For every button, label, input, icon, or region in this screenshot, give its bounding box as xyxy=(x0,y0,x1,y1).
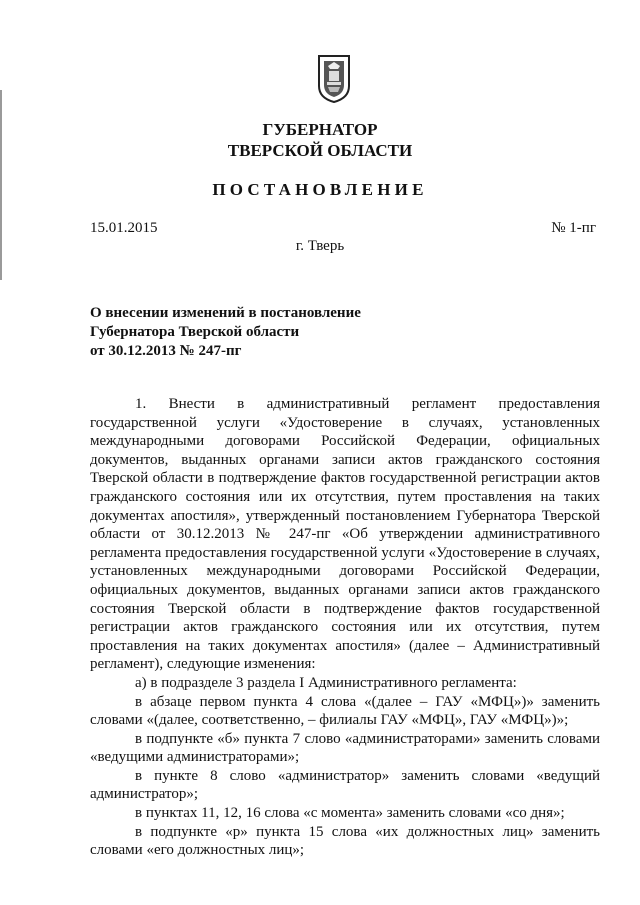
header-governor: ГУБЕРНАТОР xyxy=(262,120,378,139)
subject-line: Губернатора Тверской области xyxy=(90,324,300,340)
body-paragraph: 1. Внести в административный регламент предоставления государственной услуги «Удостоверение в случаях, установленных международными договорами Российской Федерации, официальных документов, выданных органами записи актов гражданского состояния Тверской области в подтверждение фактов государственной регистрации актов гражданского состояния или их отсутствия, путем проставления на таких документах апостиля», утвержденный постановлением Губернатора Тверской области от 30.12.2013 № 247-пг «Об утверждении административного регламента предоставления государственной услуги «Удостоверение в случаях, установленных международными договорами Российской Федерации, официальных документов, выданных органами записи актов гражданского состояния Тверской области в подтверждение фактов государственной регистрации актов гражданского состояния или их отсутствия, путем проставления на таких документах апостиля» (далее – Административный регламент), следующие изменения: xyxy=(90,396,600,673)
body-paragraph: в подпункте «б» пункта 7 слово «администраторами» заменить словами «ведущими администраторами»; xyxy=(90,730,600,766)
body-paragraph: а) в подразделе 3 раздела I Административного регламента: xyxy=(135,674,517,691)
body-paragraph: в абзаце первом пункта 4 слова «(далее – ГАУ «МФЦ»)» заменить словами «(далее, соответственно, – филиалы ГАУ «МФЦ», ГАУ «МФЦ»)»; xyxy=(90,693,600,729)
document-city: г. Тверь xyxy=(295,238,345,254)
document-number: № 1-пг xyxy=(551,220,596,236)
body-paragraph: в пункте 8 слово «администратор» заменить словами «ведущий администратор»; xyxy=(90,767,600,803)
subject-line: О внесении изменений в постановление xyxy=(90,305,361,321)
document-type-title: ПОСТАНОВЛЕНИЕ xyxy=(212,180,428,199)
header-region: ТВЕРСКОЙ ОБЛАСТИ xyxy=(227,141,413,160)
document-date: 15.01.2015 xyxy=(90,220,158,236)
body-paragraph: в пунктах 11, 12, 16 слова «с момента» заменить словами «со дня»; xyxy=(135,805,565,822)
document-body xyxy=(90,395,600,860)
tver-coat-of-arms-icon xyxy=(317,52,351,104)
document-subject xyxy=(90,304,510,361)
body-paragraph: в подпункте «р» пункта 15 слова «их должностных лиц» заменить словами «его должностных лиц»; xyxy=(90,823,600,859)
subject-line: от 30.12.2013 № 247-пг xyxy=(90,343,242,359)
